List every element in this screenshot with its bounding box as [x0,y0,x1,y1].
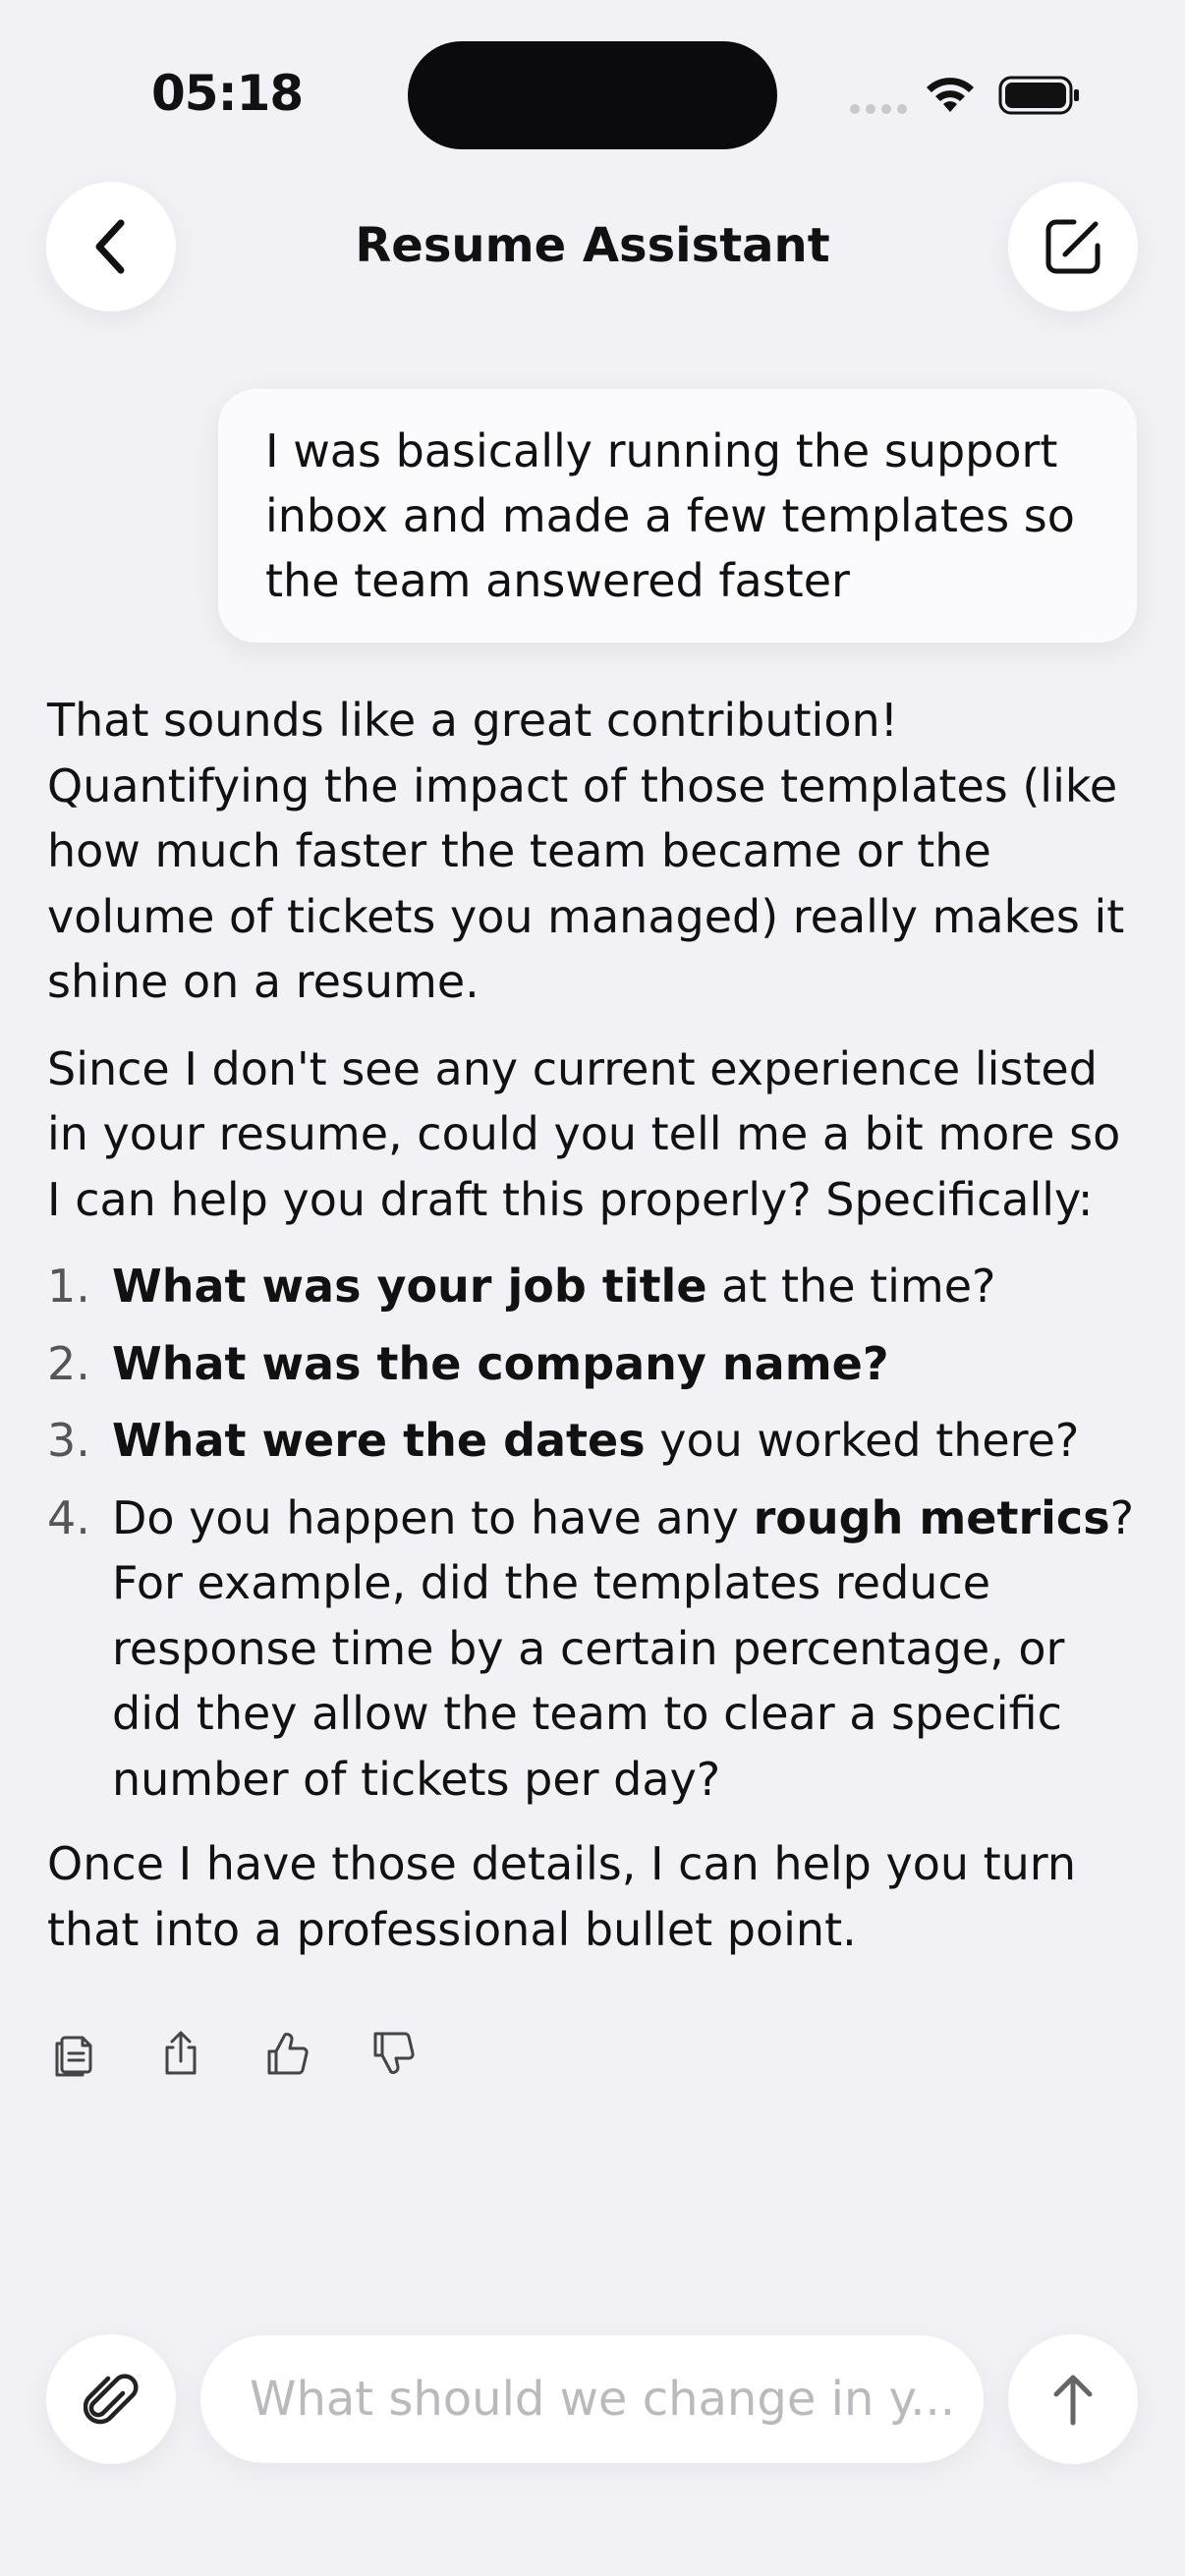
question-list [47,1254,1138,1812]
cellular-signal-icon [849,102,908,116]
message-actions [51,2030,417,2077]
list-item-bold: What was your job title [112,1260,707,1313]
copy-icon [53,2030,96,2077]
list-item-bold: What was the company name? [112,1336,889,1390]
list-item-text: Do you happen to have any [112,1490,754,1544]
message-input[interactable]: What should we change in y... [200,2335,984,2463]
dynamic-island [408,41,777,149]
assistant-message [47,688,1138,1984]
user-message-bubble: I was basically running the support inbox and made a few templates so the team answered faster [218,389,1137,643]
list-number: 1. [47,1260,90,1313]
list-item [47,1485,1138,1813]
thumbs-down-button[interactable] [369,2030,417,2077]
paperclip-icon [84,2370,139,2429]
list-number: 4. [47,1490,90,1544]
new-chat-button[interactable] [1008,182,1138,311]
share-icon [159,2030,202,2077]
copy-button[interactable] [51,2030,98,2077]
assistant-paragraph: Since I don't see any current experience listed in your resume, could you tell me a bit more so I can help you draft this properly? Specifically: [47,1041,1121,1226]
share-button[interactable] [157,2030,204,2077]
list-item-text: at the time? [706,1260,996,1313]
wifi-icon [924,73,977,116]
list-number: 2. [47,1336,90,1390]
list-item-bold: What were the dates [112,1414,646,1467]
assistant-paragraph: That sounds like a great contribution! Quantifying the impact of those templates (like how much faster the team became or the volume of tickets you managed) really makes it shine on a resume. [47,694,1125,1008]
arrow-up-icon [1048,2372,1098,2427]
thumbs-up-icon [263,2030,310,2077]
thumbs-up-button[interactable] [263,2030,310,2077]
list-number: 3. [47,1414,90,1467]
list-item [47,1408,1138,1474]
send-button[interactable] [1008,2334,1138,2464]
compose-icon [1039,212,1107,281]
page-title: Resume Assistant [355,218,830,273]
attach-button[interactable] [46,2334,176,2464]
list-item [47,1331,1138,1397]
battery-icon [998,75,1081,116]
thumbs-down-icon [369,2030,417,2077]
list-item-text: you worked there? [645,1414,1080,1467]
status-time: 05:18 [151,65,304,122]
list-item [47,1254,1138,1319]
list-item-text: ? For example, did the templates reduce response time by a certain percentage, or did they allow the team to clear a specific number of tickets per day? [112,1490,1134,1806]
assistant-paragraph: Once I have those details, I can help you turn that into a professional bullet point. [47,1837,1077,1956]
list-item-bold: rough metrics [753,1490,1110,1544]
